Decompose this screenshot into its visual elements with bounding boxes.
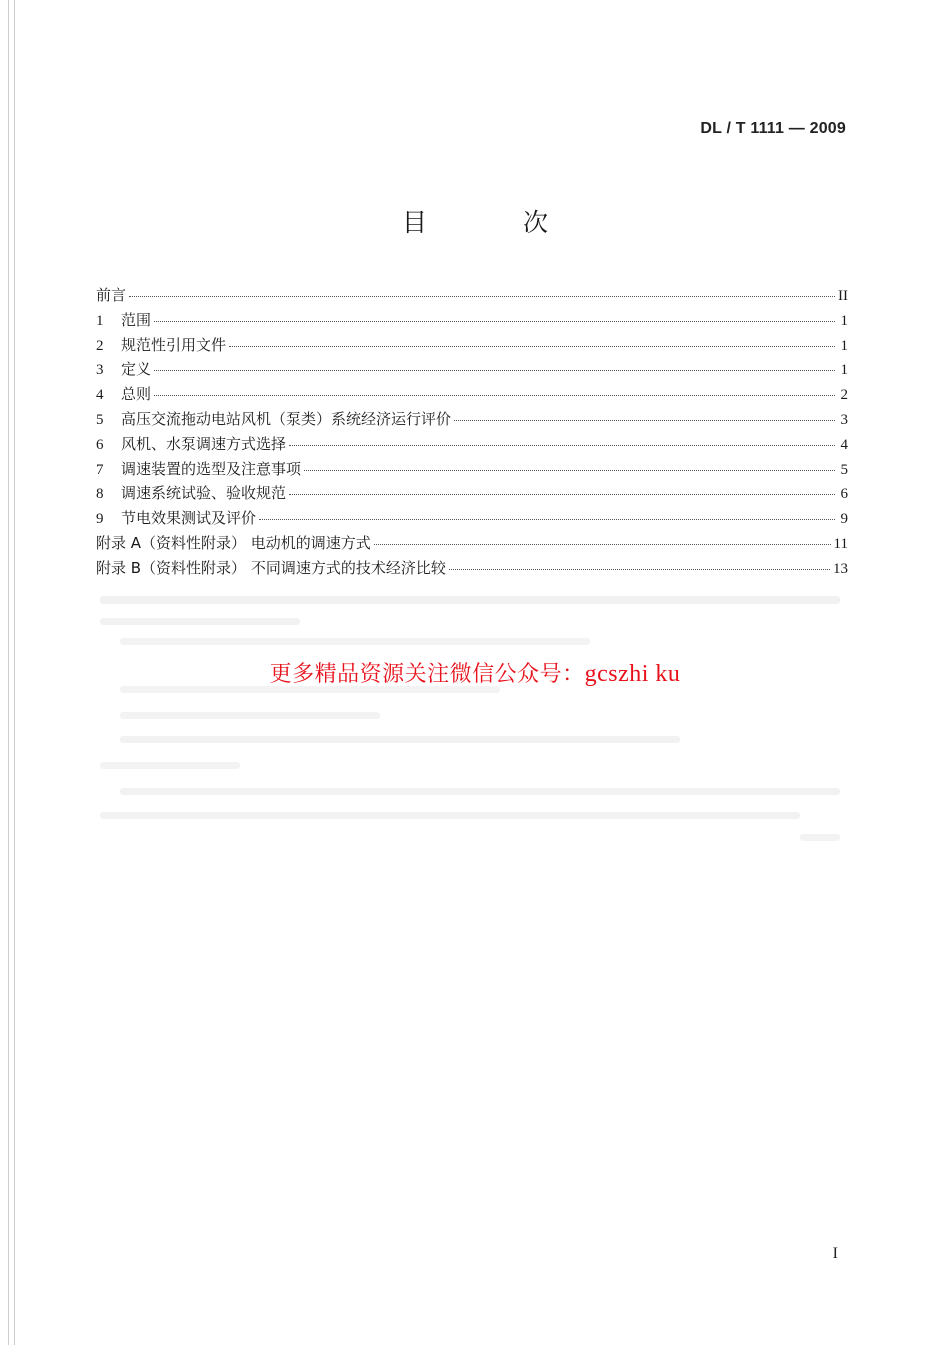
toc-entry-page: II <box>838 288 848 304</box>
toc-entry-label: 定义 <box>121 360 152 379</box>
toc-entry-number: 4 <box>96 387 104 404</box>
bleed-through-area <box>100 590 840 850</box>
bleed-through-line <box>800 834 840 841</box>
toc-entry[interactable] <box>96 308 848 333</box>
toc-entry-number: 1 <box>96 312 104 329</box>
toc-entry-number: 2 <box>96 337 104 354</box>
bleed-through-line <box>120 788 840 795</box>
toc-entry[interactable] <box>96 283 848 308</box>
toc-entry[interactable] <box>96 382 848 407</box>
bleed-through-line <box>100 596 840 604</box>
toc-entry-page: 2 <box>840 387 848 404</box>
toc-entry-label: 规范性引用文件 <box>121 335 227 354</box>
toc-entry[interactable] <box>96 506 848 531</box>
toc-leader-dots <box>304 469 835 471</box>
standard-number: DL / T 1111 — 2009 <box>700 120 846 137</box>
promo-handle[interactable]: gcszhi ku <box>584 661 681 687</box>
toc-entry-page: 4 <box>840 436 848 453</box>
page-title: 目 次 <box>402 208 592 237</box>
toc-entry-page: 1 <box>840 362 848 379</box>
toc-leader-dots <box>229 345 835 347</box>
toc-entry-page: 11 <box>833 535 848 552</box>
toc-entry[interactable] <box>96 333 848 358</box>
toc-entry-label: 调速装置的选型及注意事项 <box>121 459 302 478</box>
toc-entry-label: 高压交流拖动电站风机（泵类）系统经济运行评价 <box>121 409 452 428</box>
toc-entry-page: 1 <box>840 337 848 354</box>
toc-leader-dots <box>259 518 835 520</box>
toc-leader-dots <box>454 419 835 421</box>
toc-entry-number: 9 <box>96 511 104 528</box>
toc-leader-dots <box>289 444 835 446</box>
toc-leader-dots <box>154 394 835 396</box>
toc-entry-label: 节电效果测试及评价 <box>121 509 257 528</box>
toc-entry-number: 3 <box>96 362 104 379</box>
toc-entry-page: 9 <box>840 511 848 528</box>
toc-entry-page: 13 <box>833 560 848 577</box>
toc-leader-dots <box>289 493 835 495</box>
toc-entry[interactable] <box>96 457 848 482</box>
table-of-contents <box>96 283 848 581</box>
toc-entry-label: 总则 <box>121 385 152 404</box>
toc-entry-label: 风机、水泵调速方式选择 <box>121 434 287 453</box>
toc-entry-number: 5 <box>96 411 104 428</box>
toc-leader-dots <box>154 320 835 322</box>
toc-entry-page: 3 <box>840 411 848 428</box>
promo-text: 更多精品资源关注微信公众号： <box>269 662 585 687</box>
bleed-through-line <box>120 736 680 743</box>
toc-entry-page: 5 <box>840 461 848 478</box>
toc-leader-dots <box>129 295 835 297</box>
bleed-through-line <box>100 812 800 819</box>
toc-entry-label: 调速系统试验、验收规范 <box>121 484 287 503</box>
page-number: I <box>832 1245 838 1262</box>
toc-entry[interactable] <box>96 481 848 506</box>
promo-banner <box>0 657 950 688</box>
toc-entry-page: 1 <box>840 312 848 329</box>
bleed-through-line <box>120 712 380 719</box>
toc-entry-label: 附录 A（资料性附录） 电动机的调速方式 <box>96 533 371 552</box>
toc-entry-number: 6 <box>96 436 104 453</box>
toc-leader-dots <box>374 543 831 545</box>
bleed-through-line <box>100 762 240 769</box>
toc-leader-dots <box>154 369 835 371</box>
toc-entry-number: 8 <box>96 486 104 503</box>
toc-leader-dots <box>449 568 830 570</box>
toc-entry-appendix[interactable] <box>96 531 848 556</box>
toc-entry-label: 范围 <box>121 310 152 329</box>
toc-entry[interactable] <box>96 357 848 382</box>
toc-entry-label: 前言 <box>96 286 127 304</box>
toc-entry[interactable] <box>96 432 848 457</box>
bleed-through-line <box>100 618 300 625</box>
bleed-through-line <box>120 638 590 645</box>
toc-entry-number: 7 <box>96 461 104 478</box>
toc-entry[interactable] <box>96 407 848 432</box>
toc-entry-page: 6 <box>840 486 848 503</box>
toc-entry-label: 附录 B（资料性附录） 不同调速方式的技术经济比较 <box>96 558 446 577</box>
toc-entry-appendix[interactable] <box>96 556 848 581</box>
